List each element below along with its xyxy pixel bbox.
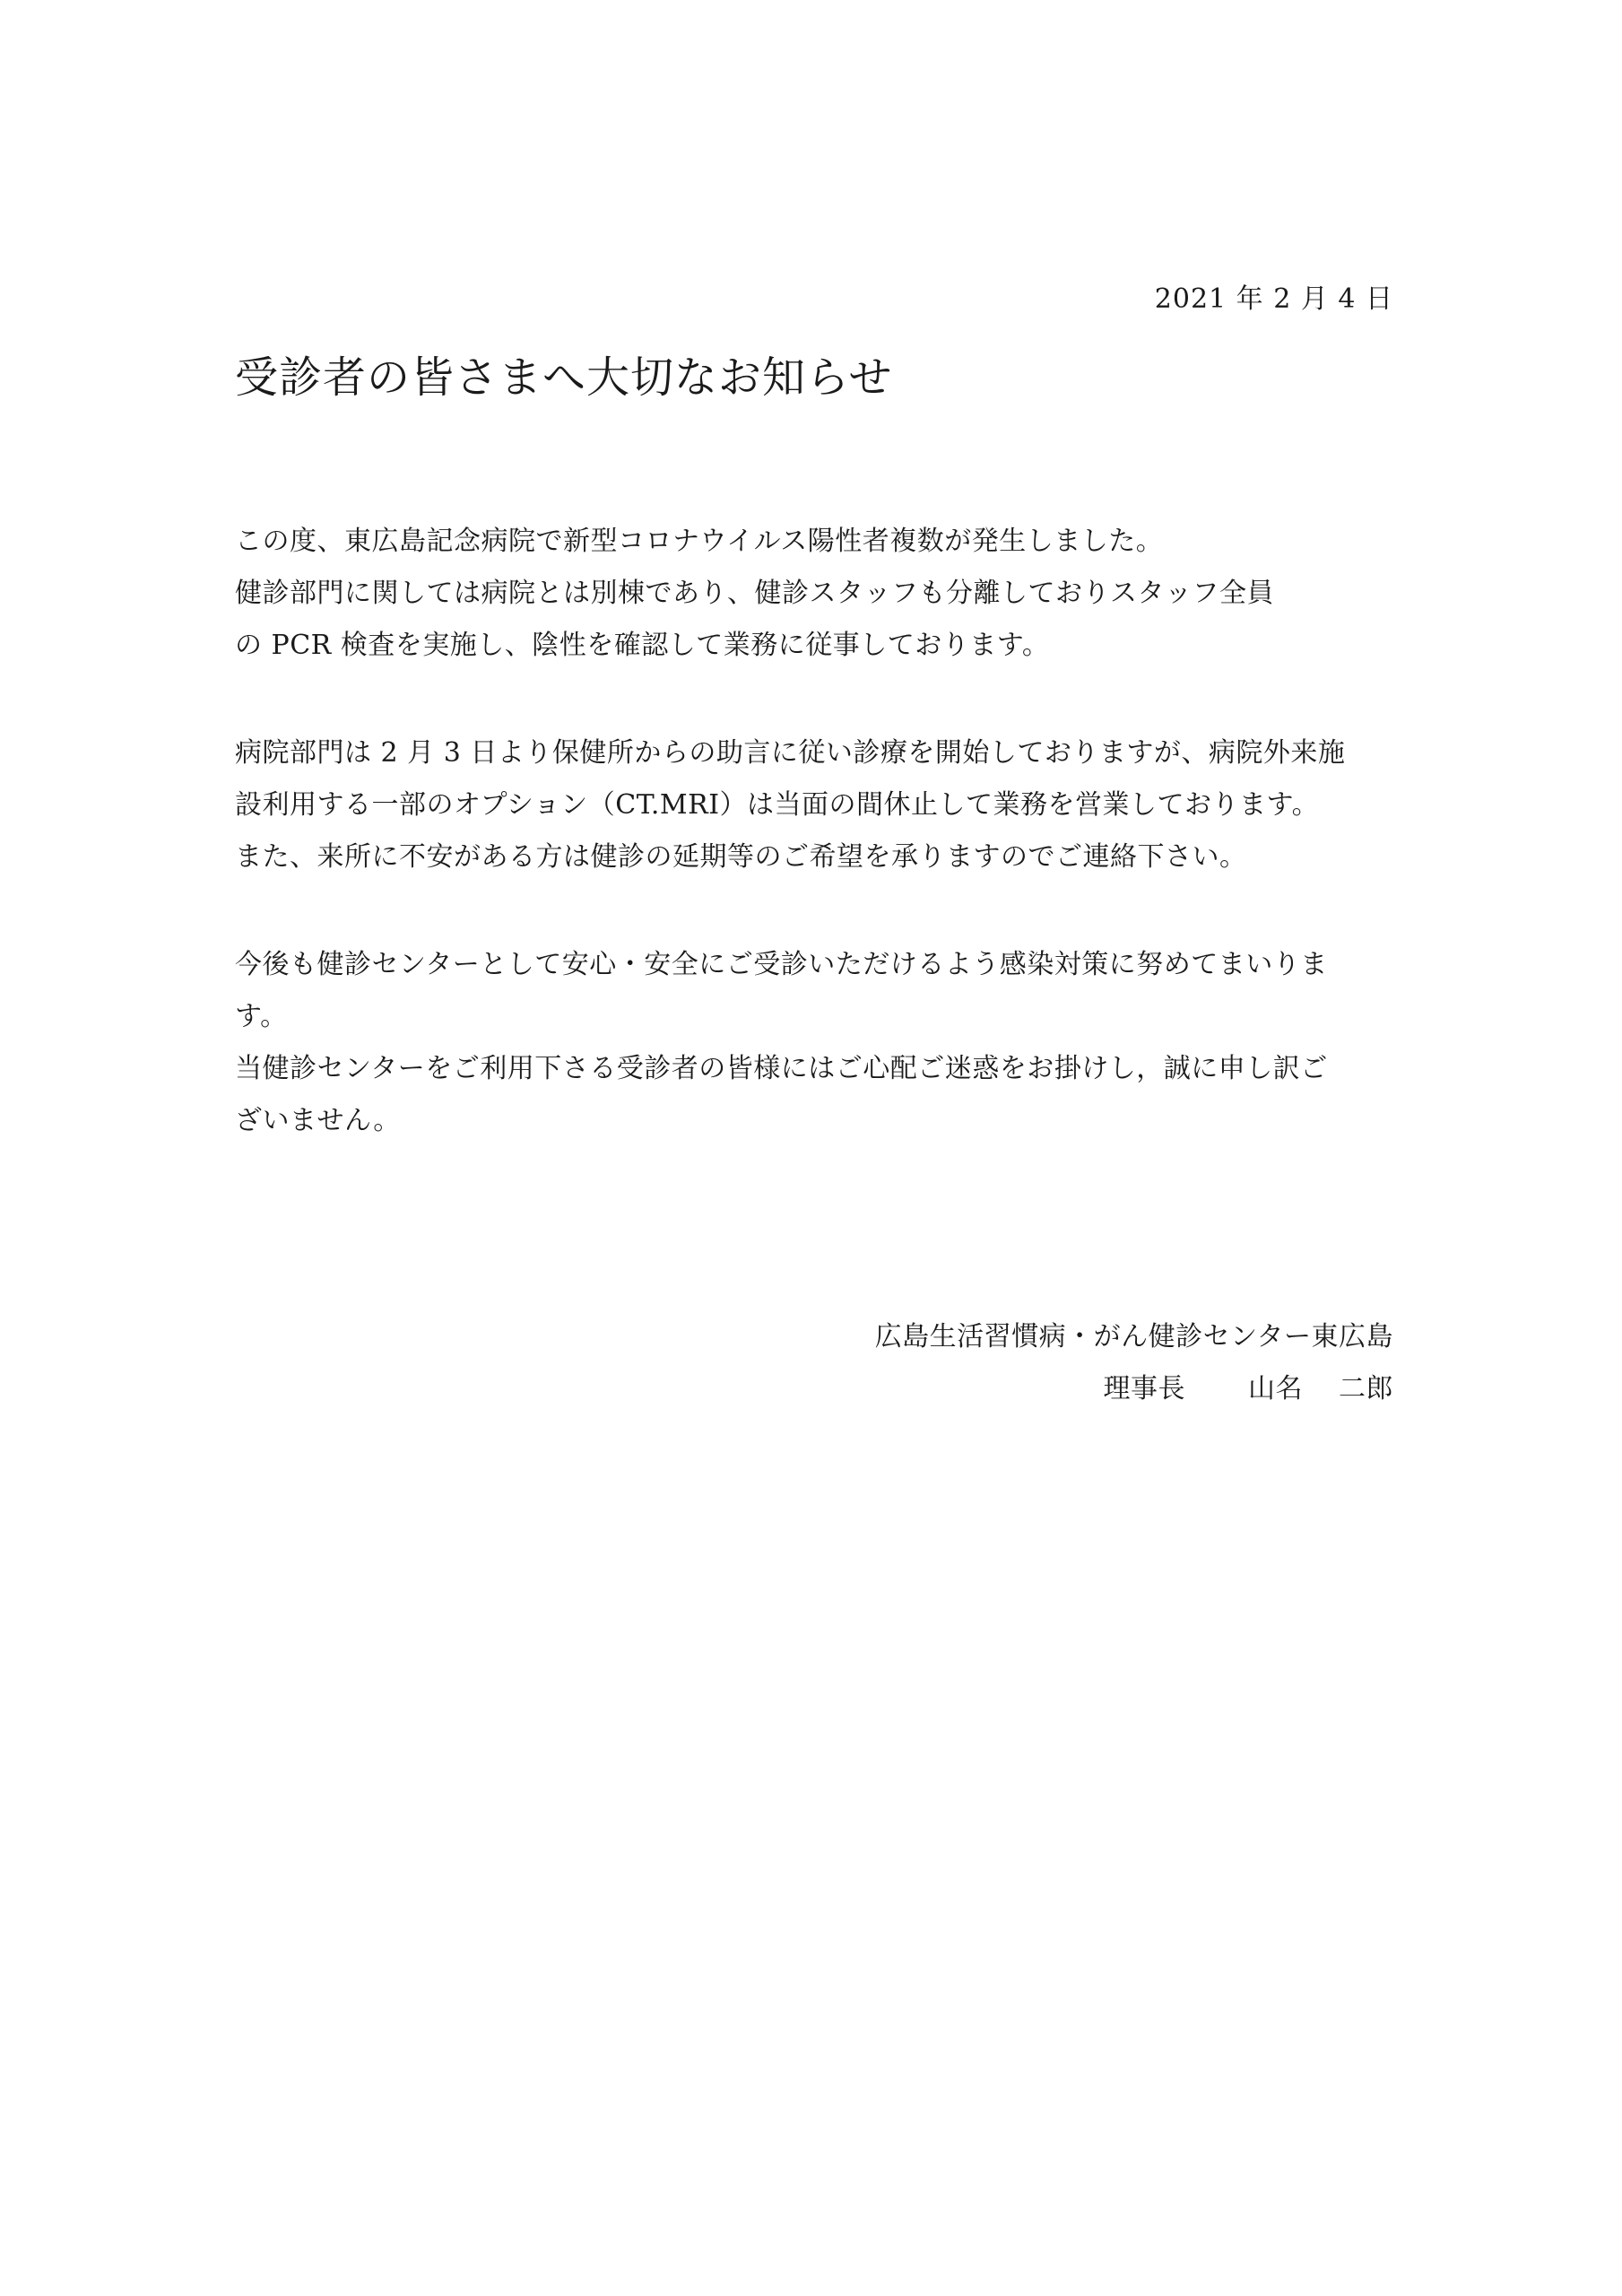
paragraph-outbreak <box>235 516 1401 672</box>
signature-surname: 山名 <box>1248 1373 1303 1405</box>
body-line: 今後も健診センターとして安心・安全にご受診いただけるよう感染対策に努めてまいりま <box>235 949 1328 980</box>
notice-body <box>235 516 1401 1203</box>
body-line: 当健診センターをご利用下さる受診者の皆様にはご心配ご迷惑をお掛けし，誠に申し訳ご <box>235 1053 1328 1084</box>
body-line: す。 <box>235 1001 288 1032</box>
body-line: また、来所に不安がある方は健診の延期等のご希望を承りますのでご連絡下さい。 <box>235 841 1247 873</box>
signature-role: 理事長 <box>1103 1373 1185 1405</box>
body-line: ざいません。 <box>235 1105 401 1136</box>
body-line: 健診部門に関しては病院とは別棟であり、健診スタッフも分離しておりスタッフ全員 <box>235 578 1274 609</box>
signature-name-line <box>875 1363 1393 1415</box>
paragraph-apology <box>235 939 1401 1147</box>
signature-given-name: 二郎 <box>1339 1373 1393 1405</box>
notice-title: 受診者の皆さまへ大切なお知らせ <box>235 352 893 403</box>
signature-block <box>875 1311 1393 1415</box>
notice-date: 2021 年 2 月 4 日 <box>1154 283 1393 315</box>
body-line: の PCR 検査を実施し、陰性を確認して業務に従事しております。 <box>235 630 1050 661</box>
body-line: 設利用する一部のオプション（CT.MRI）は当面の間休止して業務を営業しております。 <box>235 789 1320 821</box>
paragraph-hospital-status <box>235 727 1401 883</box>
body-line: 病院部門は 2 月 3 日より保健所からの助言に従い診療を開始しておりますが、病院外来施 <box>235 737 1346 769</box>
signature-organization: 広島生活習慣病・がん健診センター東広島 <box>874 1321 1393 1352</box>
body-line: この度、東広島記念病院で新型コロナウイルス陽性者複数が発生しました。 <box>235 526 1164 557</box>
